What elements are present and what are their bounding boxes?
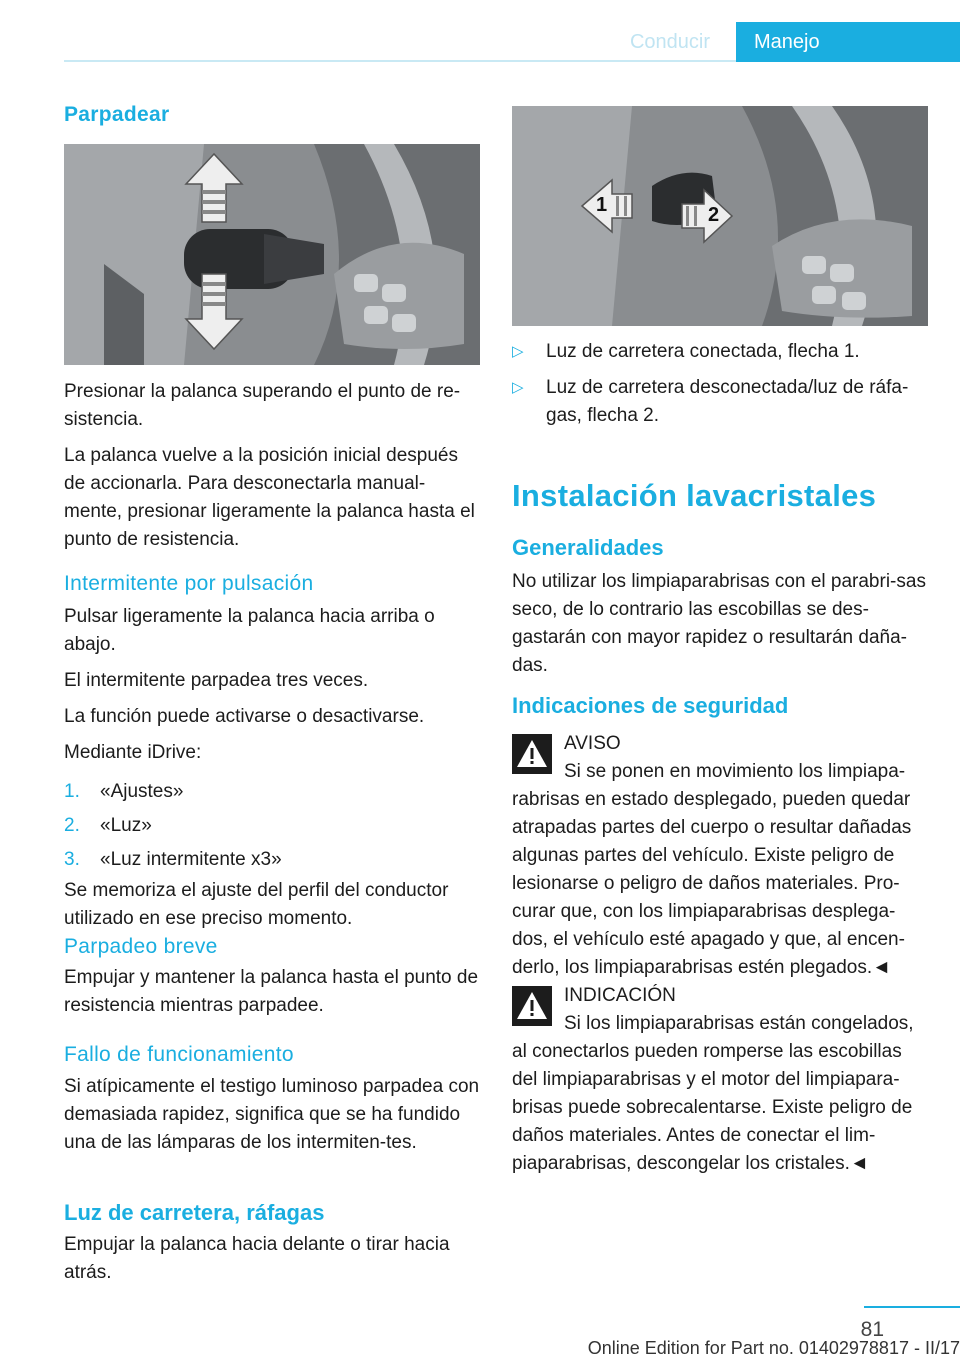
- heading-intermitente-pulsacion: Intermitente por pulsación: [64, 572, 314, 595]
- heading-parpadear: Parpadear: [64, 103, 170, 126]
- figure-lever-up-down: [64, 144, 480, 365]
- list-item: [512, 374, 928, 430]
- edition-note: Online Edition for Part no. 01402978817 - II/17: [587, 1338, 960, 1358]
- header-chapter-tab: Manejo: [736, 22, 960, 62]
- bullet-icon: ▷: [512, 379, 524, 396]
- page-number: 81: [860, 1318, 884, 1341]
- warning-aviso: [512, 730, 928, 982]
- step-text: «Luz intermitente x3»: [100, 849, 282, 870]
- heading-luz-carretera: Luz de carretera, ráfagas: [64, 1200, 325, 1225]
- warning-title-indicacion: INDICACIÓN: [564, 985, 676, 1006]
- heading-fallo-funcionamiento: Fallo de funcionamiento: [64, 1043, 294, 1066]
- paragraph-atipicamente: Si atípicamente el testigo luminoso parpadea con demasiada rapidez, significa que se ha fundido una de las lámparas de los intermiten-tes.: [64, 1076, 480, 1153]
- step-number: 3.: [64, 849, 80, 870]
- bullet-icon: ▷: [512, 343, 524, 360]
- paragraph-empujar-mantener: Empujar y mantener la palanca hasta el punto de resistencia mientras parpadee.: [64, 967, 479, 1016]
- step-text: «Luz»: [100, 815, 152, 836]
- warning-icon: [512, 734, 552, 774]
- footer-rule: [864, 1306, 960, 1308]
- figure-label-2: 2: [708, 204, 720, 226]
- paragraph-presionar: Presionar la palanca superando el punto de re-sistencia.: [64, 381, 461, 430]
- lever-forward-back-illustration: [512, 106, 928, 326]
- heading-indicaciones-seguridad: Indicaciones de seguridad: [512, 693, 789, 718]
- bullet-list: [512, 338, 928, 430]
- warning-text-aviso: Si se ponen en movimiento los limpiapa-rabrisas en estado desplegado, pueden quedar atrapadas partes del cuerpo o resultar dañadas algunas partes del vehículo. Existe peligro de lesionarse o peligro de daños materiales. Pro-curar que, con los limpiaparabrisas desplega-dos, el vehículo esté apagado y que, al encen-derlo, los limpiaparabrisas estén plegados.◄: [512, 761, 912, 978]
- paragraph-memoriza: Se memoriza el ajuste del perfil del conductor utilizado en ese preciso momento.: [64, 880, 449, 929]
- bullet-text: Luz de carretera desconectada/luz de ráfa-gas, flecha 2.: [546, 377, 909, 426]
- step-number: 2.: [64, 815, 80, 836]
- paragraph-idrive: Mediante iDrive:: [64, 742, 202, 763]
- warning-indicacion: [512, 982, 928, 1178]
- warning-text-indicacion: Si los limpiaparabrisas están congelados, al conectarlos pueden romperse las escobillas del limpiaparabrisas y el motor del limpiapara-brisas puede sobrecalentarse. Existe peligro de daños materiales. Antes de conectar el lim-piaparabrisas, descongelar los cristales.◄: [512, 1013, 914, 1174]
- figure-lever-forward-back: [512, 106, 928, 326]
- list-item: [64, 843, 480, 877]
- warning-icon: [512, 986, 552, 1026]
- paragraph-empujar-palanca: Empujar la palanca hacia delante o tirar hacia atrás.: [64, 1234, 450, 1283]
- paragraph-no-utilizar: No utilizar los limpiaparabrisas con el parabri-sas seco, de lo contrario las escobillas se des-gastarán con mayor rapidez o resultarán daña-das.: [512, 571, 926, 676]
- heading-instalacion-lavacristales: Instalación lavacristales: [512, 478, 877, 513]
- figure-label-1: 1: [596, 194, 608, 216]
- step-text: «Ajustes»: [100, 781, 184, 802]
- header-section-label: Conducir: [629, 31, 711, 53]
- steps-list: [64, 775, 480, 877]
- paragraph-pulsar: Pulsar ligeramente la palanca hacia arriba o abajo.: [64, 606, 435, 655]
- list-item: [64, 809, 480, 843]
- step-number: 1.: [64, 781, 80, 802]
- heading-generalidades: Generalidades: [512, 535, 664, 560]
- paragraph-tres-veces: El intermitente parpadea tres veces.: [64, 670, 369, 691]
- list-item: [512, 338, 928, 366]
- lever-up-down-illustration: [64, 144, 480, 365]
- warning-title-aviso: AVISO: [564, 733, 621, 754]
- paragraph-funcion: La función puede activarse o desactivarse.: [64, 706, 425, 727]
- paragraph-palanca-vuelve: La palanca vuelve a la posición inicial después de accionarla. Para desconectarla manual-mente, presionar ligeramente la palanca hasta el punto de resistencia.: [64, 445, 475, 550]
- bullet-text: Luz de carretera conectada, flecha 1.: [546, 341, 860, 362]
- heading-parpadeo-breve: Parpadeo breve: [64, 935, 218, 958]
- list-item: [64, 775, 480, 809]
